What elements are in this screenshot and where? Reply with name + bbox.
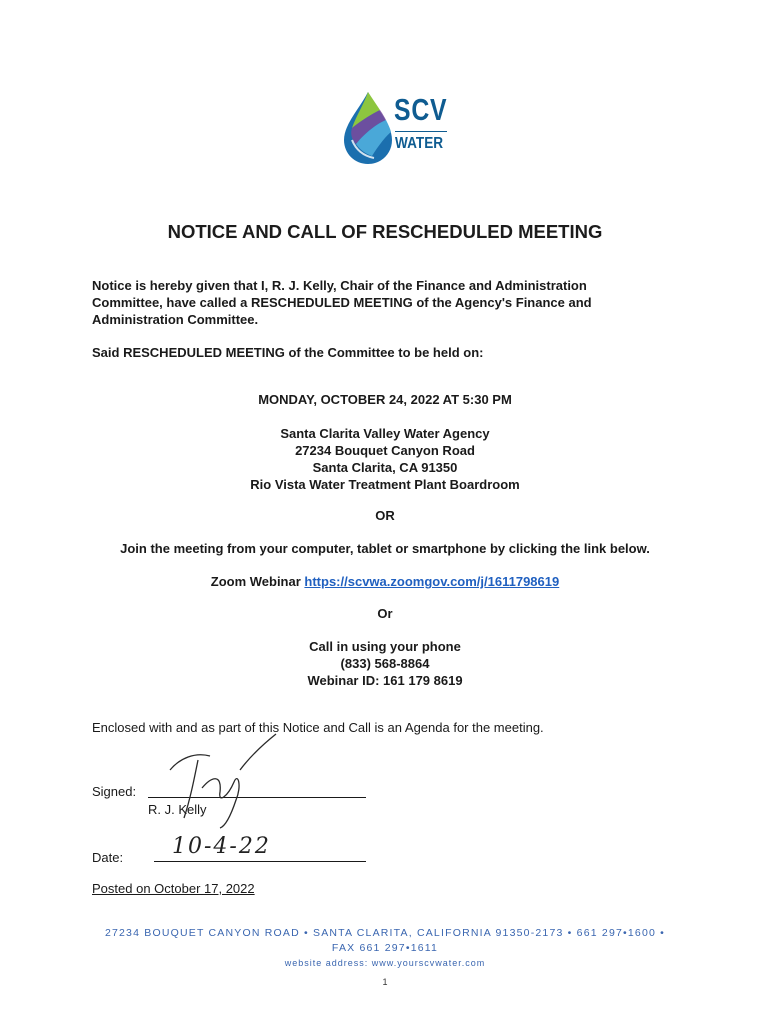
notice-line-2: Committee, have called a RESCHEDULED MEETING of the Agency's Finance and (92, 295, 592, 310)
logo-scv-text: SCV (394, 92, 448, 127)
footer-website: website address: www.yourscvwater.com (284, 958, 486, 968)
logo-water-text: WATER (395, 135, 444, 152)
location-name: Santa Clarita Valley Water Agency (280, 426, 490, 441)
footer-line-1: 27234 BOUQUET CANYON ROAD • SANTA CLARITA, CALIFORNIA 91350-2173 • 661 297•1600 • (104, 927, 666, 939)
signer-name: R. J. Kelly (148, 802, 207, 817)
location-room: Rio Vista Water Treatment Plant Boardroom (250, 477, 520, 492)
logo-rule (395, 131, 447, 132)
signed-label: Signed: (92, 784, 137, 799)
enclosed-statement: Enclosed with and as part of this Notice and Call is an Agenda for the meeting. (92, 720, 544, 735)
or-separator-2: Or (377, 606, 393, 621)
zoom-label: Zoom Webinar (210, 574, 305, 589)
join-instructions: Join the meeting from your computer, tablet or smartphone by clicking the link below. (120, 541, 650, 556)
water-drop-icon (338, 88, 398, 168)
scv-water-logo (338, 88, 458, 168)
date-label: Date: (92, 850, 124, 865)
document-title: NOTICE AND CALL OF RESCHEDULED MEETING (167, 221, 603, 242)
zoom-webinar (0, 573, 770, 590)
footer-line-2: FAX 661 297•1611 (331, 942, 439, 954)
or-separator: OR (375, 508, 395, 523)
location-city: Santa Clarita, CA 91350 (312, 460, 458, 475)
date-line (154, 861, 366, 862)
notice-line-1: Notice is hereby given that I, R. J. Kelly, Chair of the Finance and Administration (92, 278, 587, 293)
phone-instructions: Call in using your phone (309, 639, 461, 654)
notice-paragraph (92, 277, 692, 328)
notice-line-3: Administration Committee. (92, 312, 259, 327)
phone-number: (833) 568-8864 (340, 656, 430, 671)
handwritten-date: 10-4-22 (172, 834, 271, 859)
said-statement: Said RESCHEDULED MEETING of the Committee to be held on: (92, 345, 484, 360)
zoom-link[interactable]: https://scvwa.zoomgov.com/j/1611798619 (304, 574, 560, 589)
phone-info (0, 638, 770, 689)
webinar-id: Webinar ID: 161 179 8619 (307, 673, 463, 688)
meeting-location (0, 425, 770, 493)
location-street: 27234 Bouquet Canyon Road (295, 443, 475, 458)
posted-date: Posted on October 17, 2022 (92, 881, 255, 896)
meeting-datetime: MONDAY, OCTOBER 24, 2022 AT 5:30 PM (258, 392, 512, 407)
footer-address (0, 926, 770, 956)
page-number: 1 (382, 977, 388, 987)
